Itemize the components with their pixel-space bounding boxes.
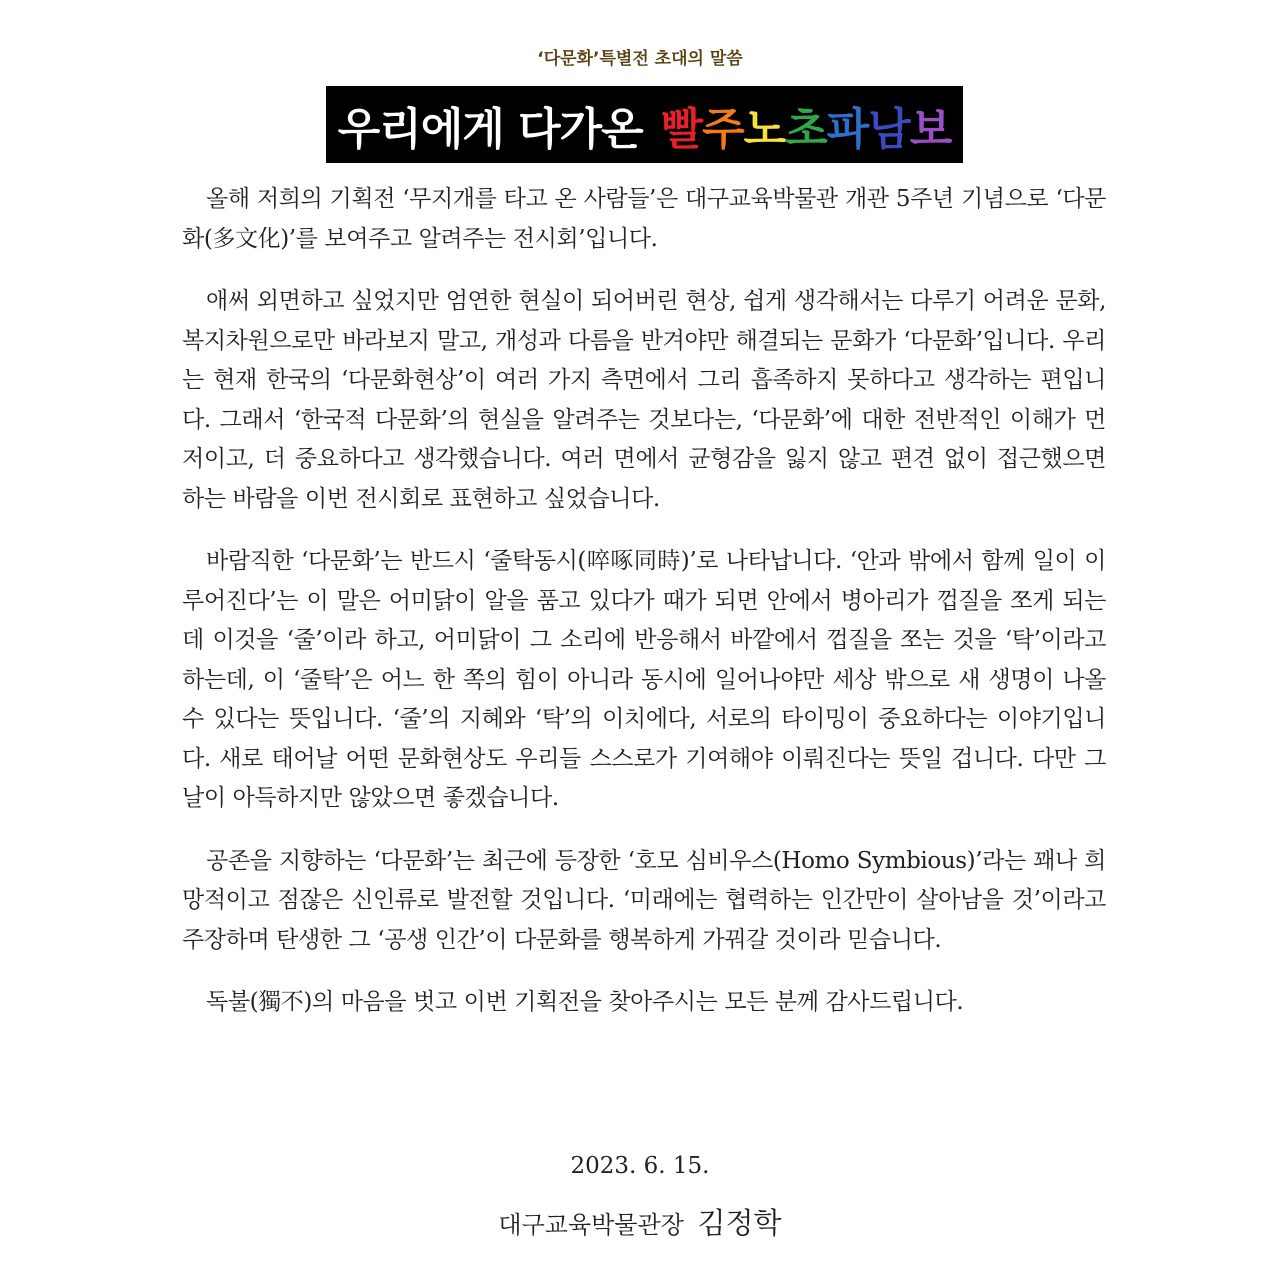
paragraph-jultak: 바람직한 ‘다문화’는 반드시 ‘줄탁동시(啐啄同時)’로 나타납니다. ‘안과 밖에서 함께 일이 이루어진다’는 이 말은 어미닭이 알을 품고 있다가 때가 되면 안에서 병아리가 껍질을 쪼게 되는데 이것을 ‘줄’이라 하고, 어미닭이 그 소리에 반응해서 바깥에서 껍질을 쪼는 것을 ‘탁’이라고 하는데, 이 ‘줄탁’은 어느 한 쪽의 힘이 아니라 동시에 일어나야만 세상 밖으로 새 생명이 나올 수 있다는 뜻입니다. ‘줄’의 지혜와 ‘탁’의 이치에다, 서로의 타이밍이 중요하다는 이야기입니다. 새로 태어날 어떤 문화현상도 우리들 스스로가 기여해야 이뤄진다는 뜻일 겁니다. 다만 그날이 아득하지만 않았으면 좋겠습니다. bbox=[182, 548, 1106, 811]
paragraph-definition: 애써 외면하고 싶었지만 엄연한 현실이 되어버린 현상, 쉽게 생각해서는 다루기 어려운 문화, 복지차원으로만 바라보지 말고, 개성과 다름을 반겨야만 해결되는 문화가 ‘다문화’입니다. 우리는 현재 한국의 ‘다문화현상’이 여러 가지 측면에서 그리 흡족하지 못하다고 생각하는 편입니다. 그래서 ‘한국적 다문화’의 현실을 알려주는 것보다는, ‘다문화’에 대한 전반적인 이해가 먼저이고, 더 중요하다고 생각했습니다. 여러 면에서 균형감을 잃지 않고 편견 없이 접근했으면 하는 바람을 이번 전시회로 표현하고 싶었습니다. bbox=[182, 288, 1106, 512]
banner-color-green: 초 bbox=[785, 103, 827, 155]
paragraph-thanks: 독불(獨不)의 마음을 벗고 이번 기획전을 찾아주시는 모든 분께 감사드립니다. bbox=[206, 989, 964, 1015]
invitation-subtitle: ‘다문화’특별전 초대의 말씀 bbox=[537, 49, 743, 69]
signature-name: 김정학 bbox=[697, 1206, 782, 1240]
letter-date: 2023. 6. 15. bbox=[570, 1153, 710, 1179]
banner-prefix: 우리에게 다가온 bbox=[337, 103, 643, 155]
paragraph-intro: 올해 저희의 기획전 ‘무지개를 타고 온 사람들’은 대구교육박물관 개관 5주년 기념으로 ‘다문화(多文化)’를 보여주고 알려주는 전시회’입니다. bbox=[182, 186, 1106, 252]
banner-color-violet: 보 bbox=[909, 103, 952, 155]
paragraph-homo-symbious: 공존을 지향하는 ‘다문화’는 최근에 등장한 ‘호모 심비우스(Homo Symbious)’라는 꽤나 희망적이고 점잖은 신인류로 발전할 것입니다. ‘미래에는 협력하는 인간만이 살아남을 것’이라고 주장하며 탄생한 그 ‘공생 인간’이 다문화를 행복하게 가꿔갈 것이라 믿습니다. bbox=[182, 847, 1106, 953]
signature bbox=[0, 1201, 1280, 1242]
banner-color-blue: 파 bbox=[826, 103, 869, 155]
banner-color-indigo: 남 bbox=[868, 103, 910, 155]
banner-color-yellow: 노 bbox=[743, 103, 786, 155]
title-banner bbox=[326, 86, 963, 163]
signature-title: 대구교육박물관장 bbox=[498, 1211, 684, 1239]
letter-body bbox=[182, 180, 1106, 1046]
banner-color-orange: 주 bbox=[702, 103, 744, 155]
banner-color-red: 빨 bbox=[660, 103, 703, 155]
